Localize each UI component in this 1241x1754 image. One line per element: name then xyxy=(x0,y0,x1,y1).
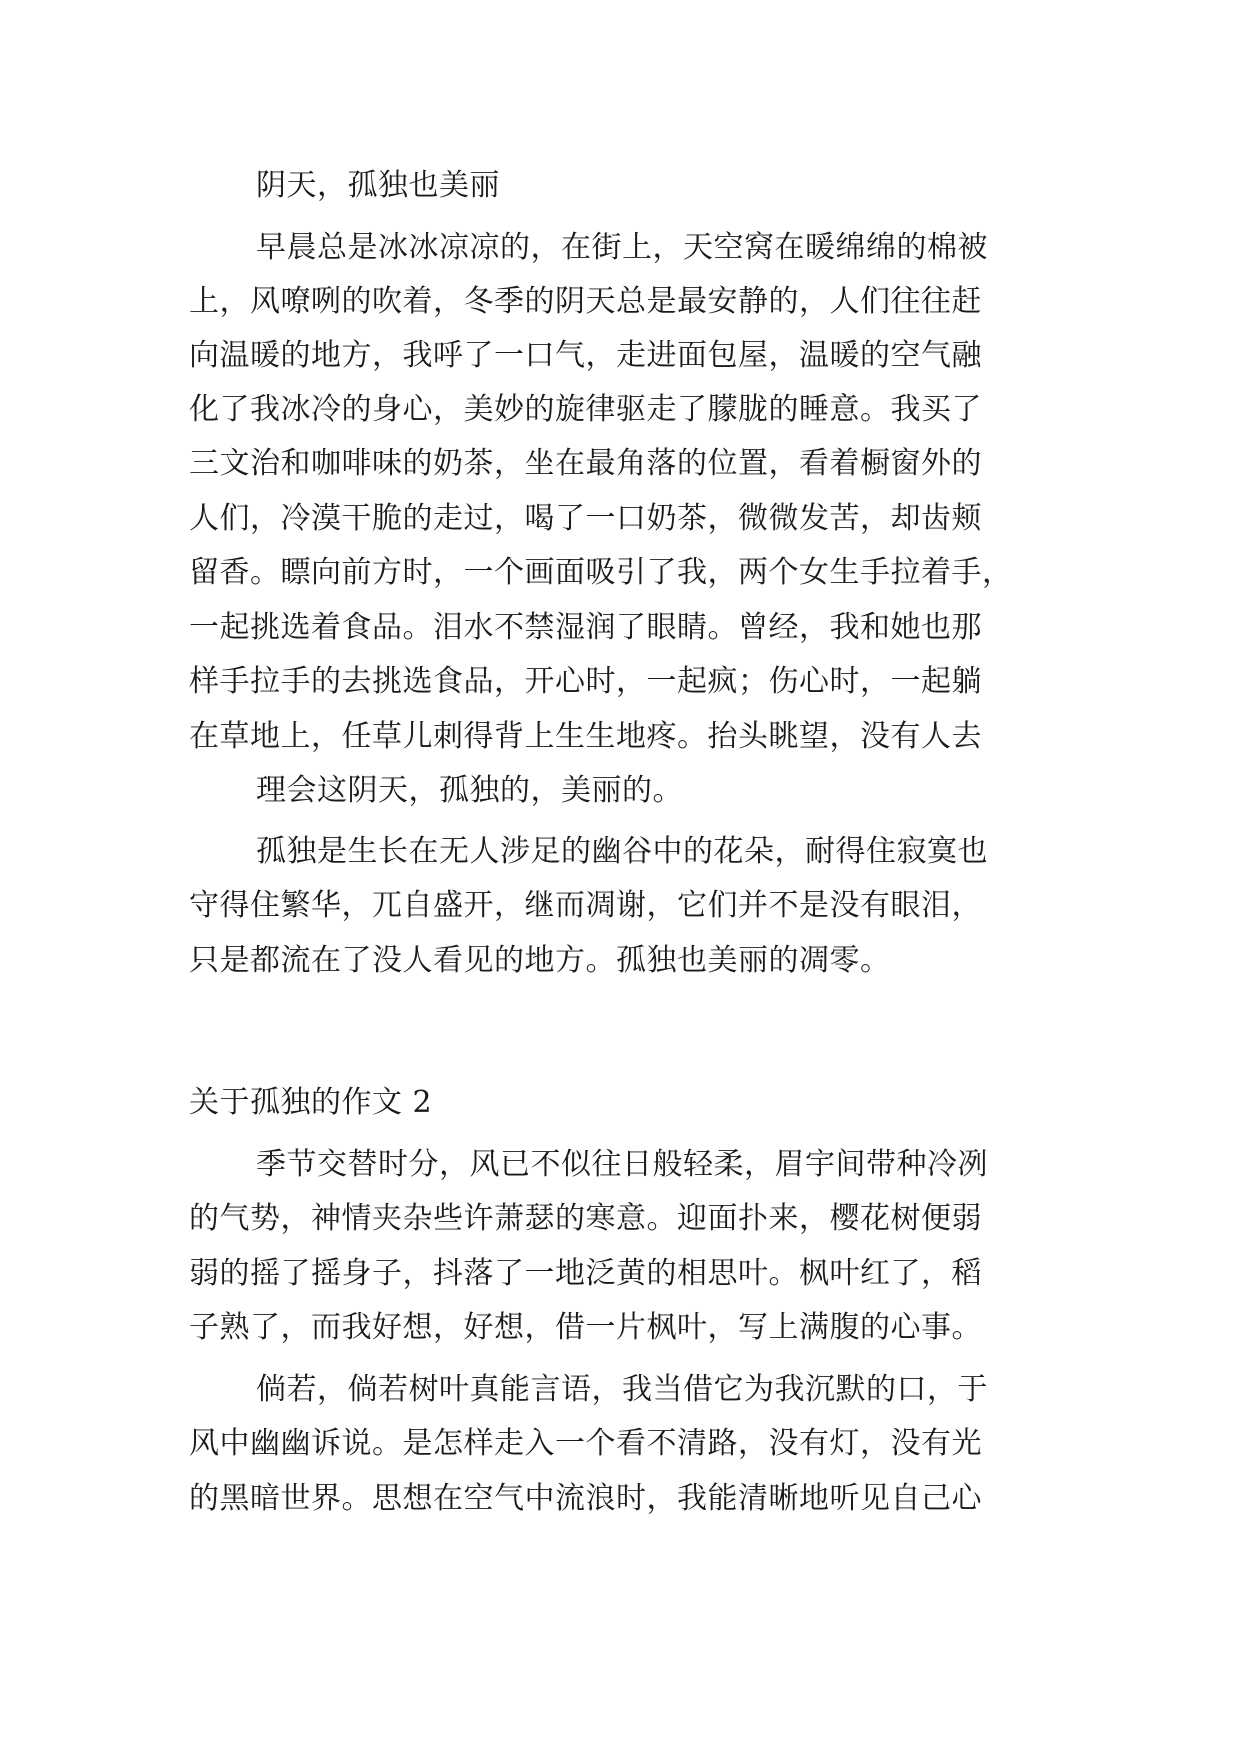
paragraph-line: 早晨总是冰冰凉凉的，在街上，天空窝在暖绵绵的棉被 xyxy=(256,230,988,265)
paragraph-line: 上，风嘹咧的吹着，冬季的阴天总是最安静的，人们往往赶 xyxy=(189,284,982,319)
paragraph-line: 样手拉手的去挑选食品，开心时，一起疯；伤心时，一起躺 xyxy=(189,664,982,699)
paragraph-line: 季节交替时分，风已不似往日般轻柔，眉宇间带种冷冽 xyxy=(256,1147,988,1182)
paragraph-line: 向温暖的地方，我呼了一口气，走进面包屋，温暖的空气融 xyxy=(189,338,982,373)
section-heading: 关于孤独的作文 2 xyxy=(189,1085,433,1120)
paragraph-line: 的气势，神情夹杂些许萧瑟的寒意。迎面扑来，樱花树便弱 xyxy=(189,1201,982,1236)
paragraph-line: 三文治和咖啡味的奶茶，坐在最角落的位置，看着橱窗外的 xyxy=(189,446,982,481)
paragraph-line: 化了我冰冷的身心，美妙的旋律驱走了朦胧的睡意。我买了 xyxy=(189,392,982,427)
paragraph-line: 守得住繁华，兀自盛开，继而凋谢，它们并不是没有眼泪， xyxy=(189,888,982,923)
paragraph-line: 只是都流在了没人看见的地方。孤独也美丽的凋零。 xyxy=(189,943,891,978)
paragraph-line: 的黑暗世界。思想在空气中流浪时，我能清晰地听见自己心 xyxy=(189,1481,982,1516)
paragraph-line: 风中幽幽诉说。是怎样走入一个看不清路，没有灯，没有光 xyxy=(189,1426,982,1461)
paragraph-line: 孤独是生长在无人涉足的幽谷中的花朵，耐得住寂寞也 xyxy=(256,834,988,869)
essay-title: 阴天，孤独也美丽 xyxy=(256,168,500,203)
paragraph-line: 倘若，倘若树叶真能言语，我当借它为我沉默的口，于 xyxy=(256,1372,988,1407)
paragraph-line: 一起挑选着食品。泪水不禁湿润了眼睛。曾经，我和她也那 xyxy=(189,610,982,645)
paragraph-line: 子熟了，而我好想，好想，借一片枫叶，写上满腹的心事。 xyxy=(189,1310,982,1345)
paragraph-line: 留香。瞟向前方时，一个画面吸引了我，两个女生手拉着手， xyxy=(189,555,1013,590)
paragraph-line: 在草地上，任草儿刺得背上生生地疼。抬头眺望，没有人去 xyxy=(189,719,982,754)
paragraph-line: 人们，冷漠干脆的走过，喝了一口奶茶，微微发苦，却齿颊 xyxy=(189,501,982,536)
paragraph-line: 弱的摇了摇身子，抖落了一地泛黄的相思叶。枫叶红了，稻 xyxy=(189,1256,982,1291)
paragraph-line: 理会这阴天，孤独的，美丽的。 xyxy=(256,773,683,808)
